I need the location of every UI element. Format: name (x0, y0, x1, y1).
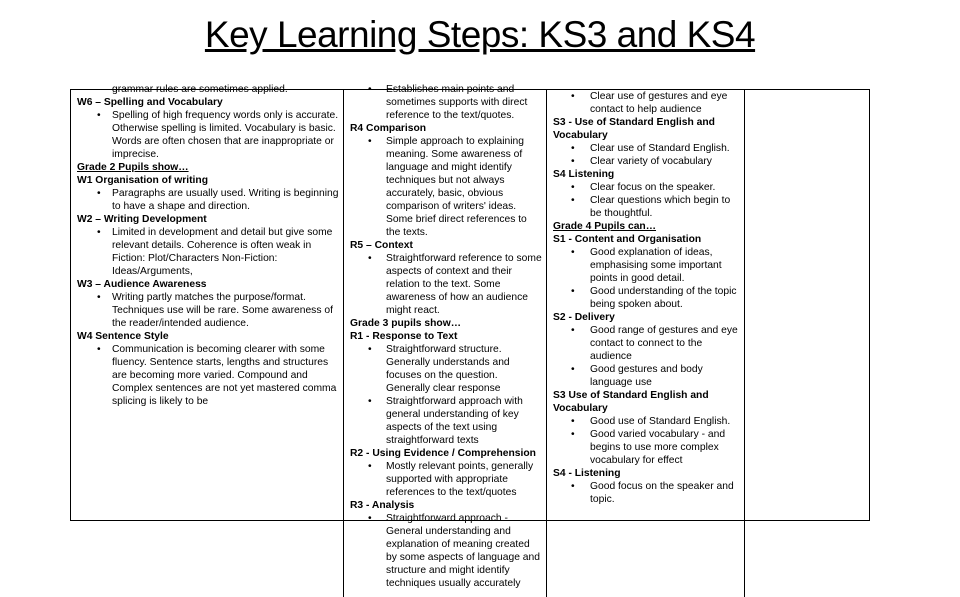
page-title: Key Learning Steps: KS3 and KS4 (204, 14, 756, 55)
bullet-item: • Communication is becoming clearer with some fluency. Sentence starts, lengths and structures are becoming more varied. Compound and Complex sentences are not yet mastered comma splicing is likely to be (77, 343, 339, 408)
grade-heading: Grade 4 Pupils can… (553, 221, 657, 232)
bullet-item: • Paragraphs are usually used. Writing is beginning to have a shape and direction. (77, 187, 339, 213)
section-heading: S3 - Use of Standard English and Vocabulary (553, 117, 715, 141)
reading-column (344, 84, 547, 597)
section-heading: S4 - Listening (553, 468, 621, 479)
bullet-item: • Establishes main points and sometimes supports with direct reference to the text/quotes. (350, 83, 542, 122)
section-heading: S3 Use of Standard English and Vocabulary (553, 390, 709, 414)
bullet-item: • Good focus on the speaker and topic. (553, 480, 740, 506)
section-heading: R4 Comparison (350, 123, 427, 134)
section-heading: W3 – Audience Awareness (77, 279, 207, 290)
section-heading: S2 - Delivery (553, 312, 615, 323)
speaking-column (547, 90, 745, 597)
bullet-item: • Straightforward approach with general understanding of key aspects of the text using straightforward texts (350, 395, 542, 447)
bullet-item: • Good explanation of ideas, emphasising some important points in good detail. (553, 246, 740, 285)
bullet-item: • Straightforward structure. Generally understands and focuses on the question. Generally clear response (350, 343, 542, 395)
bullet-item: • Clear use of gestures and eye contact to help audience (553, 90, 740, 116)
bullet-item: • Simple approach to explaining meaning. Some awareness of language and might identify techniques but not always accurately, basic, obvious comparison of writers' ideas. Some brief direct references to the texts. (350, 135, 542, 239)
empty-column (745, 90, 869, 597)
section-heading: W2 – Writing Development (77, 214, 207, 225)
section-heading: R2 - Using Evidence / Comprehension (350, 448, 536, 459)
section-heading: R5 – Context (350, 240, 413, 251)
section-heading: Grade 3 pupils show… (350, 318, 461, 329)
section-heading: W1 Organisation of writing (77, 175, 208, 186)
bullet-item: • Writing partly matches the purpose/format. Techniques use will be rare. Some awareness of the reader/intended audience. (77, 291, 339, 330)
bullet-item: • Straightforward approach - General understanding and explanation of meaning created by some aspects of language and structure and might identify techniques usually accurately (350, 512, 542, 590)
bullet-item: • Good understanding of the topic being spoken about. (553, 285, 740, 311)
bullet-item: • Good varied vocabulary - and begins to use more complex vocabulary for effect (553, 428, 740, 467)
continued-text: grammar rules are sometimes applied. (112, 84, 288, 95)
writing-column (71, 84, 344, 597)
section-heading: R3 - Analysis (350, 500, 415, 511)
bullet-item: • Limited in development and detail but give some relevant details. Coherence is often weak in Fiction: Plot/Characters Non-Fiction: Ideas/Arguments, (77, 226, 339, 278)
section-heading: R1 - Response to Text (350, 331, 458, 342)
bullet-item: • Spelling of high frequency words only is accurate. Otherwise spelling is limited. Vocabulary is basic. Words are often chosen that are inappropriate or imprecise. (77, 109, 339, 161)
speaking-column-content (553, 90, 740, 506)
bullet-item: • Good use of Standard English. (553, 415, 740, 428)
writing-column-content (77, 83, 339, 408)
bullet-item: • Clear variety of vocabulary (553, 155, 740, 168)
learning-steps-table (70, 84, 870, 589)
bullet-item: • Mostly relevant points, generally supported with appropriate references to the text/quotes (350, 460, 542, 499)
bullet-item: • Clear focus on the speaker. (553, 181, 740, 194)
section-heading: W4 Sentence Style (77, 331, 169, 342)
section-heading: S4 Listening (553, 169, 615, 180)
grade-heading: Grade 2 Pupils show… (77, 162, 189, 173)
bullet-item: • Good gestures and body language use (553, 363, 740, 389)
bullet-item: • Clear use of Standard English. (553, 142, 740, 155)
section-heading: S1 - Content and Organisation (553, 234, 702, 245)
section-heading: W6 – Spelling and Vocabulary (77, 97, 223, 108)
bullet-item: • Straightforward reference to some aspects of context and their relation to the text. Some awareness of how an audience might react. (350, 252, 542, 317)
bullet-item: • Clear questions which begin to be thoughtful. (553, 194, 740, 220)
reading-column-content (350, 83, 542, 590)
bullet-item: • Good range of gestures and eye contact to connect to the audience (553, 324, 740, 363)
